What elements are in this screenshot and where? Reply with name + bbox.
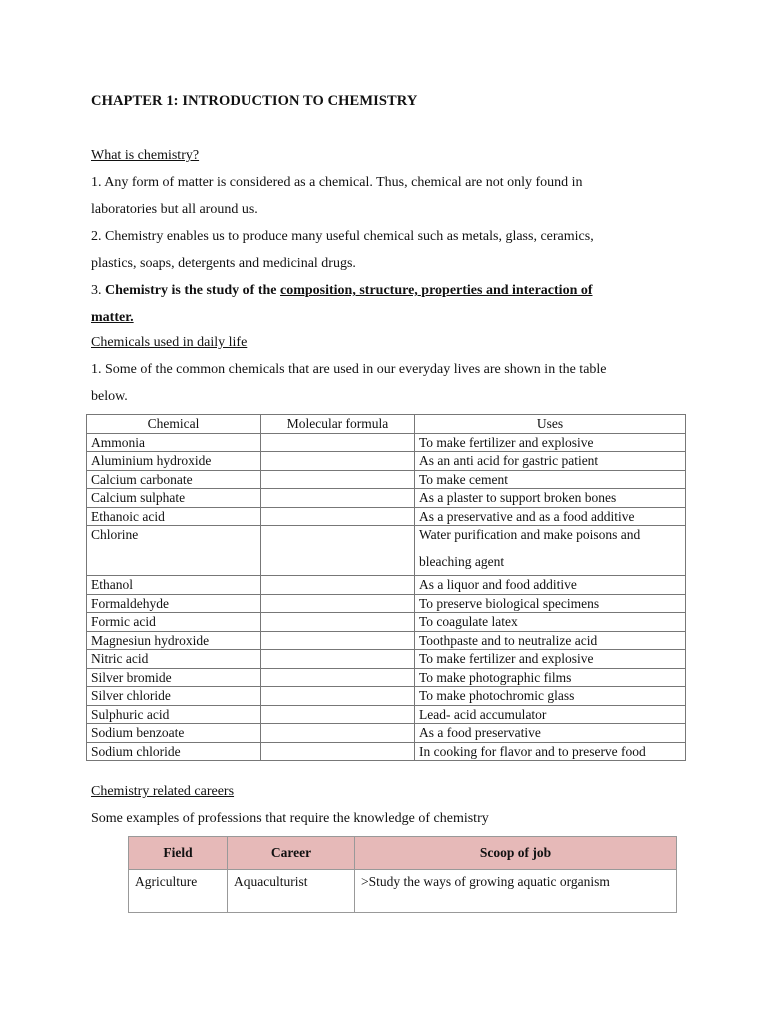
cell-scope: >Study the ways of growing aquatic organism	[355, 870, 677, 913]
careers-table-header-row	[129, 837, 677, 870]
paragraph-3-line-1	[91, 283, 593, 299]
chapter-title: CHAPTER 1: INTRODUCTION TO CHEMISTRY	[91, 93, 418, 109]
cell-uses: As a liquor and food additive	[415, 576, 686, 595]
cell-uses-text: Water purification and make poisons and bleaching agent	[419, 527, 641, 569]
section-2-paragraph-line-2: below.	[91, 389, 128, 404]
cell-chemical: Aluminium hydroxide	[87, 452, 261, 471]
cell-molecular-formula	[261, 576, 415, 595]
careers-intro: Some examples of professions that require the knowledge of chemistry	[91, 811, 489, 826]
cell-molecular-formula	[261, 613, 415, 632]
cell-chemical: Ammonia	[87, 433, 261, 452]
cell-uses: Lead- acid accumulator	[415, 705, 686, 724]
table-row	[87, 526, 686, 576]
paragraph-3-line-2: matter.	[91, 310, 134, 325]
table-row	[87, 470, 686, 489]
cell-molecular-formula	[261, 489, 415, 508]
cell-chemical: Silver bromide	[87, 668, 261, 687]
cell-molecular-formula	[261, 433, 415, 452]
column-header-molecular-formula: Molecular formula	[261, 415, 415, 434]
paragraph-3-underlined: composition, structure, properties and interaction of	[280, 283, 593, 298]
cell-uses: To coagulate latex	[415, 613, 686, 632]
cell-uses: To make photochromic glass	[415, 687, 686, 706]
paragraph-2-line-2: plastics, soaps, detergents and medicinal drugs.	[91, 256, 356, 271]
cell-molecular-formula	[261, 724, 415, 743]
column-header-chemical: Chemical	[87, 415, 261, 434]
cell-uses: To make fertilizer and explosive	[415, 650, 686, 669]
paragraph-1-line-1: 1. Any form of matter is considered as a chemical. Thus, chemical are not only found in	[91, 175, 583, 190]
cell-molecular-formula	[261, 705, 415, 724]
table-row	[87, 724, 686, 743]
table-row	[87, 650, 686, 669]
cell-uses: To make cement	[415, 470, 686, 489]
cell-uses: As an anti acid for gastric patient	[415, 452, 686, 471]
cell-uses: To make photographic films	[415, 668, 686, 687]
cell-molecular-formula	[261, 631, 415, 650]
cell-chemical: Sodium chloride	[87, 742, 261, 761]
table-row	[87, 594, 686, 613]
cell-chemical: Formic acid	[87, 613, 261, 632]
cell-molecular-formula	[261, 668, 415, 687]
section-2-paragraph-line-1: 1. Some of the common chemicals that are used in our everyday lives are shown in the table	[91, 362, 607, 377]
cell-chemical: Formaldehyde	[87, 594, 261, 613]
chemicals-table	[86, 414, 686, 761]
cell-chemical: Nitric acid	[87, 650, 261, 669]
cell-molecular-formula	[261, 526, 415, 576]
column-header-field: Field	[129, 837, 228, 870]
cell-uses: To make fertilizer and explosive	[415, 433, 686, 452]
section-heading-careers: Chemistry related careers	[91, 784, 235, 799]
table-row	[87, 631, 686, 650]
cell-field: Agriculture	[129, 870, 228, 913]
table-row	[87, 742, 686, 761]
table-row	[87, 489, 686, 508]
cell-molecular-formula	[261, 507, 415, 526]
cell-uses: As a food preservative	[415, 724, 686, 743]
table-row	[87, 576, 686, 595]
cell-uses: To preserve biological specimens	[415, 594, 686, 613]
cell-career: Aquaculturist	[228, 870, 355, 913]
cell-molecular-formula	[261, 687, 415, 706]
cell-chemical: Ethanol	[87, 576, 261, 595]
cell-uses: Toothpaste and to neutralize acid	[415, 631, 686, 650]
cell-uses	[415, 526, 686, 576]
careers-table	[128, 836, 677, 913]
paragraph-2-line-1: 2. Chemistry enables us to produce many useful chemical such as metals, glass, ceramics,	[91, 229, 594, 244]
cell-molecular-formula	[261, 594, 415, 613]
chemicals-table-header-row	[87, 415, 686, 434]
cell-uses: As a plaster to support broken bones	[415, 489, 686, 508]
column-header-career: Career	[228, 837, 355, 870]
cell-chemical: Silver chloride	[87, 687, 261, 706]
table-row	[87, 613, 686, 632]
table-row	[129, 870, 677, 913]
section-heading-what-is-chemistry: What is chemistry?	[91, 148, 200, 163]
table-row	[87, 705, 686, 724]
table-row	[87, 433, 686, 452]
cell-chemical: Calcium sulphate	[87, 489, 261, 508]
cell-molecular-formula	[261, 452, 415, 471]
table-row	[87, 687, 686, 706]
table-row	[87, 668, 686, 687]
cell-chemical: Chlorine	[87, 526, 261, 576]
cell-chemical: Magnesiun hydroxide	[87, 631, 261, 650]
cell-chemical: Ethanoic acid	[87, 507, 261, 526]
section-heading-chemicals-daily-life: Chemicals used in daily life	[91, 335, 248, 350]
column-header-scope: Scoop of job	[355, 837, 677, 870]
cell-chemical: Sodium benzoate	[87, 724, 261, 743]
column-header-uses: Uses	[415, 415, 686, 434]
cell-uses: In cooking for flavor and to preserve food	[415, 742, 686, 761]
cell-molecular-formula	[261, 650, 415, 669]
cell-chemical: Calcium carbonate	[87, 470, 261, 489]
paragraph-1-line-2: laboratories but all around us.	[91, 202, 258, 217]
table-row	[87, 452, 686, 471]
cell-chemical: Sulphuric acid	[87, 705, 261, 724]
paragraph-3-bold: Chemistry is the study of the	[105, 283, 280, 298]
cell-molecular-formula	[261, 470, 415, 489]
paragraph-3-prefix: 3.	[91, 283, 105, 298]
cell-uses: As a preservative and as a food additive	[415, 507, 686, 526]
cell-molecular-formula	[261, 742, 415, 761]
